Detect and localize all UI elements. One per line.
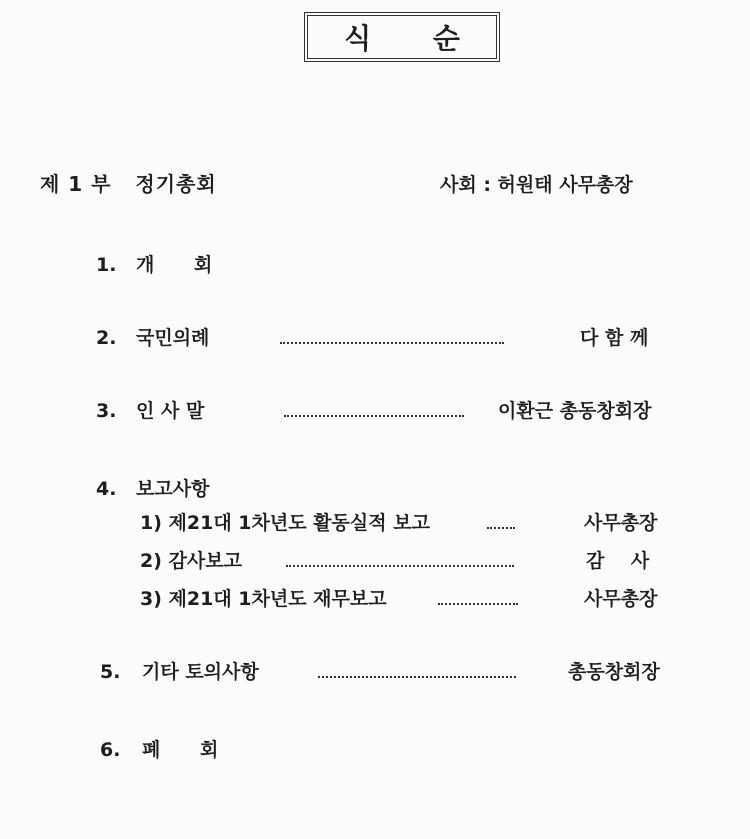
item-5-number: 5. <box>100 661 121 683</box>
item-4-label: 보고사항 <box>136 478 210 500</box>
item-5-leader <box>318 676 516 678</box>
item-6-label: 폐 회 <box>142 739 219 761</box>
page-title: 식 순 <box>307 15 497 59</box>
item-2-leader <box>280 342 504 344</box>
item-5-label: 기타 토의사항 <box>142 661 259 683</box>
item-6-number: 6. <box>100 739 121 761</box>
subitem-2-leader <box>286 565 514 567</box>
host-label: 사회 : 허원태 사무총장 <box>440 174 633 196</box>
item-1-number: 1. <box>96 254 117 276</box>
item-3-number: 3. <box>96 400 117 422</box>
subitem-3-label: 3) 제21대 1차년도 재무보고 <box>140 588 387 610</box>
item-5-person: 총동창회장 <box>568 661 660 683</box>
subitem-3-leader <box>438 603 518 605</box>
item-3-label: 인 사 말 <box>136 400 205 422</box>
item-3-leader <box>284 415 464 417</box>
item-1-label: 개 회 <box>136 254 213 276</box>
part-heading: 제 1 부 정기총회 <box>40 172 217 196</box>
subitem-2-person: 감 사 <box>586 550 650 572</box>
item-2-label: 국민의례 <box>136 327 210 349</box>
item-3-person: 이환근 총동창회장 <box>498 400 652 422</box>
title-box <box>304 12 500 62</box>
item-2-number: 2. <box>96 327 117 349</box>
subitem-3-person: 사무총장 <box>584 588 658 610</box>
item-4-number: 4. <box>96 478 117 500</box>
subitem-2-label: 2) 감사보고 <box>140 550 242 572</box>
subitem-1-label: 1) 제21대 1차년도 활동실적 보고 <box>140 512 430 534</box>
subitem-1-leader <box>487 527 515 529</box>
item-2-person: 다 함 께 <box>580 327 649 349</box>
subitem-1-person: 사무총장 <box>584 512 658 534</box>
